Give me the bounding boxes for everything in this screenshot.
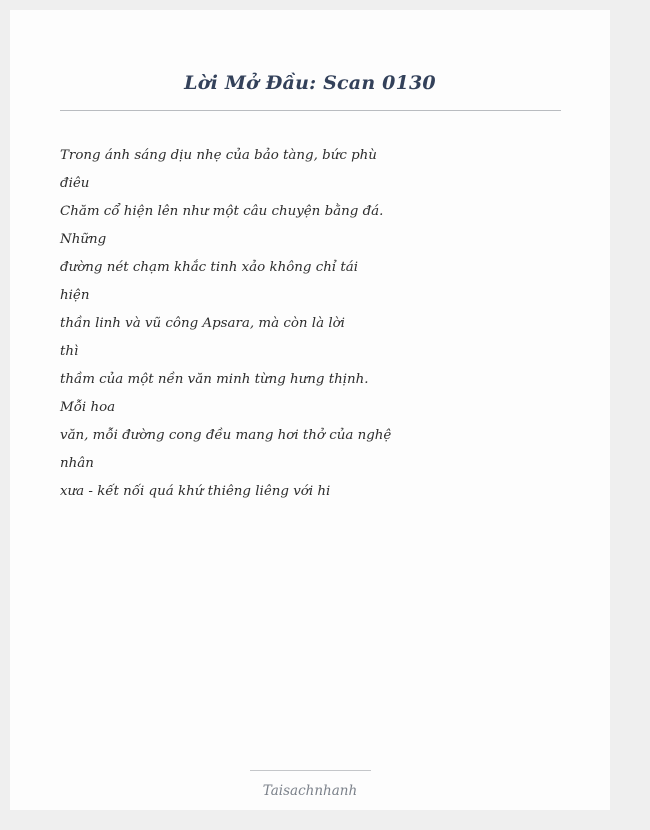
body-text	[60, 142, 392, 506]
title-divider	[60, 110, 561, 111]
text-line: nhân	[60, 456, 94, 471]
text-line: Mỗi hoa	[60, 400, 116, 415]
page-title: Lời Mở Đầu: Scan 0130	[184, 72, 436, 94]
text-line: điêu	[60, 176, 90, 191]
text-line: thầm của một nền văn minh từng hưng thịnh.	[60, 372, 369, 387]
text-line: thì	[60, 344, 79, 359]
text-line: xưa - kết nối quá khứ thiêng liêng với hi	[60, 484, 331, 499]
text-line: Trong ánh sáng dịu nhẹ của bảo tàng, bức phù	[60, 148, 377, 163]
text-line: hiện	[60, 288, 90, 303]
text-line: Chăm cổ hiện lên như một câu chuyện bằng đá.	[60, 204, 384, 219]
document-page	[10, 10, 610, 810]
footer-divider	[250, 770, 371, 771]
text-line: thần linh và vũ công Apsara, mà còn là lời	[60, 316, 345, 331]
text-line: Những	[60, 232, 107, 247]
text-line: văn, mỗi đường cong đều mang hơi thở của nghệ	[60, 428, 392, 443]
text-line: đường nét chạm khắc tinh xảo không chỉ tái	[60, 260, 359, 275]
footer-source: Taisachnhanh	[262, 783, 358, 799]
